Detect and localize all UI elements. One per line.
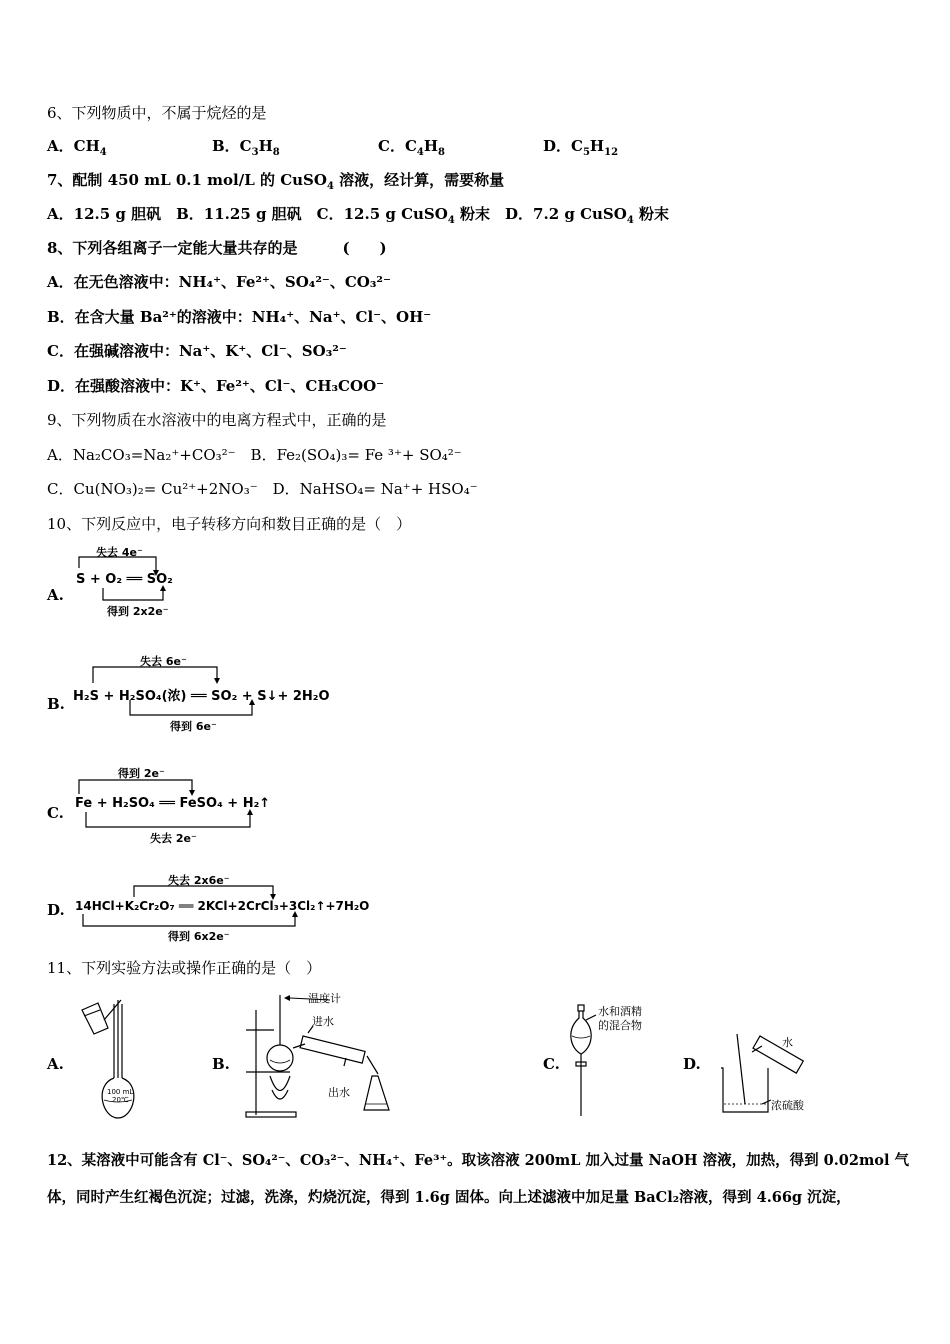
concentrated-acid-label: 浓硫酸 [771, 1099, 804, 1112]
flask-temperature-text: 20℃ [112, 1096, 129, 1104]
q10-b-equation: H₂S + H₂SO₄(浓) ══ SO₂ + S↓+ 2H₂O [73, 689, 330, 704]
q11-a-label: A. [47, 1055, 64, 1073]
q10-a-label: A. [47, 586, 64, 604]
q10-a-equation: S + O₂ ══ SO₂ [76, 572, 173, 587]
funnel-label-line1: 水和酒精 [598, 1005, 642, 1018]
q10-d-label: D. [47, 901, 65, 919]
q10-d-equation: 14HCl+K₂Cr₂O₇ ══ 2KCl+2CrCl₃+3Cl₂↑+7H₂O [75, 899, 370, 913]
q6-option-c: C．$C_4H_8$ [378, 137, 446, 158]
water-in-label: 进水 [312, 1015, 334, 1028]
water-out-label: 出水 [328, 1086, 350, 1099]
q10-a-top-label: 失去 4e⁻ [96, 546, 143, 559]
q10-b-top-label: 失去 6e⁻ [140, 655, 187, 668]
q6-option-a: A．$CH_4$ [47, 137, 107, 158]
q9-options-ab: A．Na₂CO₃=Na₂⁺+CO₃²⁻ B．Fe₂(SO₄)₃= Fe ³⁺+ SO₄²⁻ [47, 446, 462, 464]
q9-options-cd: C．Cu(NO₃)₂= Cu²⁺+2NO₃⁻ D．NaHSO₄= Na⁺+ HSO₄⁻ [47, 480, 478, 498]
q10-b-label: B. [47, 695, 65, 713]
q10-b-bottom-label: 得到 6e⁻ [170, 720, 217, 733]
q7-stem: 7、配制 450 mL 0.1 mol/L 的 CuSO$_4$ 溶液，经计算，需要称量 [47, 171, 505, 192]
q11-b-label: B. [212, 1055, 230, 1073]
q8-option-d: D．在强酸溶液中：K⁺、Fe²⁺、Cl⁻、CH₃COO⁻ [47, 377, 385, 395]
q9-stem: 9、下列物质在水溶液中的电离方程式中，正确的是 [47, 411, 387, 429]
water-label: 水 [782, 1036, 793, 1049]
q6-stem: 6、下列物质中，不属于烷烃的是 [47, 104, 267, 122]
q7-options: A．12.5 g 胆矾 B．11.25 g 胆矾 C．12.5 g CuSO$_4$ 粉末 D．7.2 g CuSO$_4$ 粉末 [47, 205, 670, 226]
q12-line1: 12、某溶液中可能含有 Cl⁻、SO₄²⁻、CO₃²⁻、NH₄⁺、Fe³⁺。取该溶液 200mL 加入过量 NaOH 溶液，加热，得到 0.02mol 气 [47, 1152, 910, 1169]
flask-capacity-text: 100 mL [107, 1088, 134, 1096]
q8-stem: 8、下列各组离子一定能大量共存的是 ( ) [47, 239, 387, 257]
q10-d-top-label: 失去 2x6e⁻ [168, 874, 230, 887]
q11-c-label: C. [543, 1055, 560, 1073]
q8-option-a: A．在无色溶液中：NH₄⁺、Fe²⁺、SO₄²⁻、CO₃²⁻ [47, 273, 391, 291]
thermometer-label: 温度计 [308, 992, 341, 1005]
q12-line2: 体，同时产生红褐色沉淀；过滤，洗涤，灼烧沉淀，得到 1.6g 固体。向上述滤液中加足量 BaCl₂溶液，得到 4.66g 沉淀， [47, 1189, 851, 1206]
q11-d-label: D. [683, 1055, 701, 1073]
q8-option-c: C．在强碱溶液中：Na⁺、K⁺、Cl⁻、SO₃²⁻ [47, 342, 347, 360]
q10-d-bottom-label: 得到 6x2e⁻ [168, 930, 230, 943]
q10-stem: 10、下列反应中，电子转移方向和数目正确的是（ ） [47, 515, 412, 533]
q6-option-b: B．$C_3H_8$ [212, 137, 280, 158]
q10-a-bottom-label: 得到 2x2e⁻ [107, 605, 169, 618]
q8-option-b: B．在含大量 Ba²⁺的溶液中：NH₄⁺、Na⁺、Cl⁻、OH⁻ [47, 308, 432, 326]
q10-c-top-label: 得到 2e⁻ [118, 767, 165, 780]
q10-c-equation: Fe + H₂SO₄ ══ FeSO₄ + H₂↑ [75, 796, 271, 811]
funnel-label-line2: 的混合物 [598, 1019, 642, 1032]
q6-option-d: D．$C_5H_{12}$ [543, 137, 619, 158]
q10-c-bottom-label: 失去 2e⁻ [150, 832, 197, 845]
q11-stem: 11、下列实验方法或操作正确的是（ ） [47, 959, 322, 977]
q10-c-label: C. [47, 804, 64, 822]
